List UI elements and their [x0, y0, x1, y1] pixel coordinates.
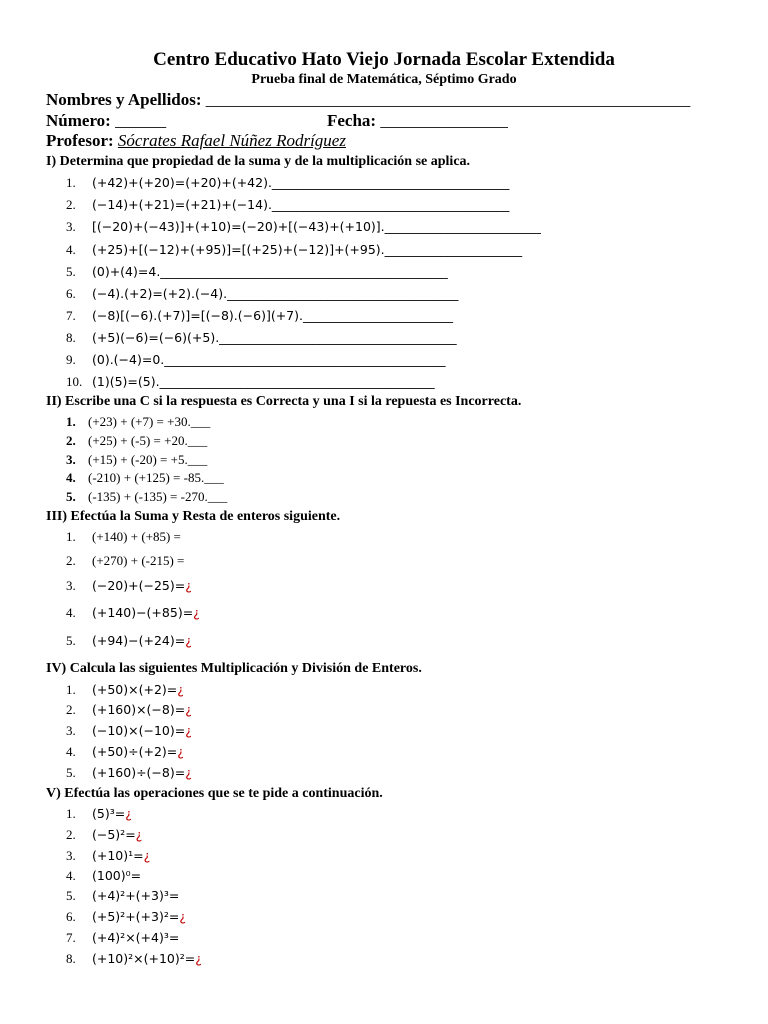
- list-item: 5. (+94)−(+24)=¿: [66, 633, 192, 648]
- question-mark: ¿: [185, 633, 192, 648]
- question-mark: ¿: [185, 578, 192, 593]
- question-mark: ¿: [185, 765, 192, 780]
- list-item: 5. (-135) + (-135) = -270.___: [66, 489, 228, 504]
- list-item: 6. (+5)²+(+3)²=¿: [66, 909, 186, 924]
- name-label: Nombres y Apellidos:: [46, 90, 202, 109]
- question-mark: ¿: [143, 848, 151, 863]
- number-blank: ______: [115, 111, 167, 130]
- list-item: 4. (+140)−(+85)=¿: [66, 605, 200, 620]
- list-item: 3. (−20)+(−25)=¿: [66, 578, 192, 593]
- list-item: 7. (−8)[(−6).(+7)]=[(−8).(−6)](+7).________________________: [66, 308, 453, 323]
- question-mark: ¿: [125, 806, 132, 821]
- list-item: 4. (+50)÷(+2)=¿: [66, 744, 184, 759]
- teacher-name: Sócrates Rafael Núñez Rodríguez: [117, 131, 346, 150]
- list-item: 5. (0)+(4)=4.______________________________________________: [66, 264, 448, 279]
- list-item: 5. (+160)÷(−8)=¿: [66, 765, 192, 780]
- list-item: 4. (100)⁰=: [66, 868, 142, 883]
- list-item: 1. (+42)+(+20)=(+20)+(+42).______________________________________: [66, 175, 510, 190]
- list-item: 1. (+50)×(+2)=¿: [66, 682, 184, 697]
- date-line: [327, 111, 508, 131]
- question-mark: ¿: [195, 951, 202, 966]
- list-item: 2. (+270) + (-215) =: [66, 553, 185, 568]
- exam-subtitle: Prueba final de Matemática, Séptimo Grado: [251, 72, 517, 87]
- section-3-title: III) Efectúa la Suma y Resta de enteros siguiente.: [46, 509, 341, 524]
- list-item: 3. (+15) + (-20) = +5.___: [66, 452, 208, 467]
- list-item: 1. (5)³=¿: [66, 806, 132, 821]
- school-title: Centro Educativo Hato Viejo Jornada Escolar Extendida: [153, 49, 615, 70]
- date-blank: _______________: [380, 111, 508, 130]
- list-item: 2. (−14)+(+21)=(+21)+(−14).______________________________________: [66, 197, 510, 212]
- question-mark: ¿: [135, 827, 143, 842]
- name-blank: _________________________________________________________: [205, 90, 691, 109]
- teacher-line: [46, 131, 346, 151]
- number-line: [46, 111, 166, 131]
- list-item: 4. (-210) + (+125) = -85.___: [66, 470, 224, 485]
- section-5-title: V) Efectúa las operaciones que se te pide a continuación.: [46, 786, 383, 801]
- question-mark: ¿: [177, 744, 184, 759]
- list-item: 3. [(−20)+(−43)]+(+10)=(−20)+[(−43)+(+10)]._________________________: [66, 219, 541, 234]
- question-mark: ¿: [185, 723, 192, 738]
- list-item: 6. (−4).(+2)=(+2).(−4)._____________________________________: [66, 286, 459, 301]
- teacher-label: Profesor:: [46, 131, 114, 150]
- list-item: 2. (+25) + (-5) = +20.___: [66, 433, 208, 448]
- list-item: 4. (+25)+[(−12)+(+95)]=[(+25)+(−12)]+(+95).______________________: [66, 242, 523, 257]
- list-item: 8. (+5)(−6)=(−6)(+5).______________________________________: [66, 330, 457, 345]
- question-mark: ¿: [185, 702, 192, 717]
- question-mark: ¿: [179, 909, 186, 924]
- section-2-title: II) Escribe una C si la respuesta es Correcta y una I si la repuesta es Incorrecta.: [46, 394, 522, 409]
- number-label: Número:: [46, 111, 111, 130]
- list-item: 10. (1)(5)=(5).____________________________________________: [66, 374, 435, 389]
- list-item: 9. (0).(−4)=0._____________________________________________: [66, 352, 446, 367]
- list-item: 2. (−5)²=¿: [66, 827, 143, 842]
- question-mark: ¿: [177, 682, 184, 697]
- list-item: 7. (+4)²×(+4)³=: [66, 930, 180, 945]
- list-item: 3. (+10)¹=¿: [66, 848, 151, 863]
- list-item: 1. (+140) + (+85) =: [66, 529, 181, 544]
- name-line: [46, 90, 690, 110]
- list-item: 2. (+160)×(−8)=¿: [66, 702, 192, 717]
- section-1-title: I) Determina que propiedad de la suma y de la multiplicación se aplica.: [46, 154, 471, 169]
- date-label: Fecha:: [327, 111, 377, 130]
- question-mark: ¿: [193, 605, 200, 620]
- list-item: 5. (+4)²+(+3)³=: [66, 888, 180, 903]
- list-item: 1. (+23) + (+7) = +30.___: [66, 414, 211, 429]
- list-item: 8. (+10)²×(+10)²=¿: [66, 951, 202, 966]
- list-item: 3. (−10)×(−10)=¿: [66, 723, 192, 738]
- section-4-title: IV) Calcula las siguientes Multiplicación y División de Enteros.: [46, 661, 422, 676]
